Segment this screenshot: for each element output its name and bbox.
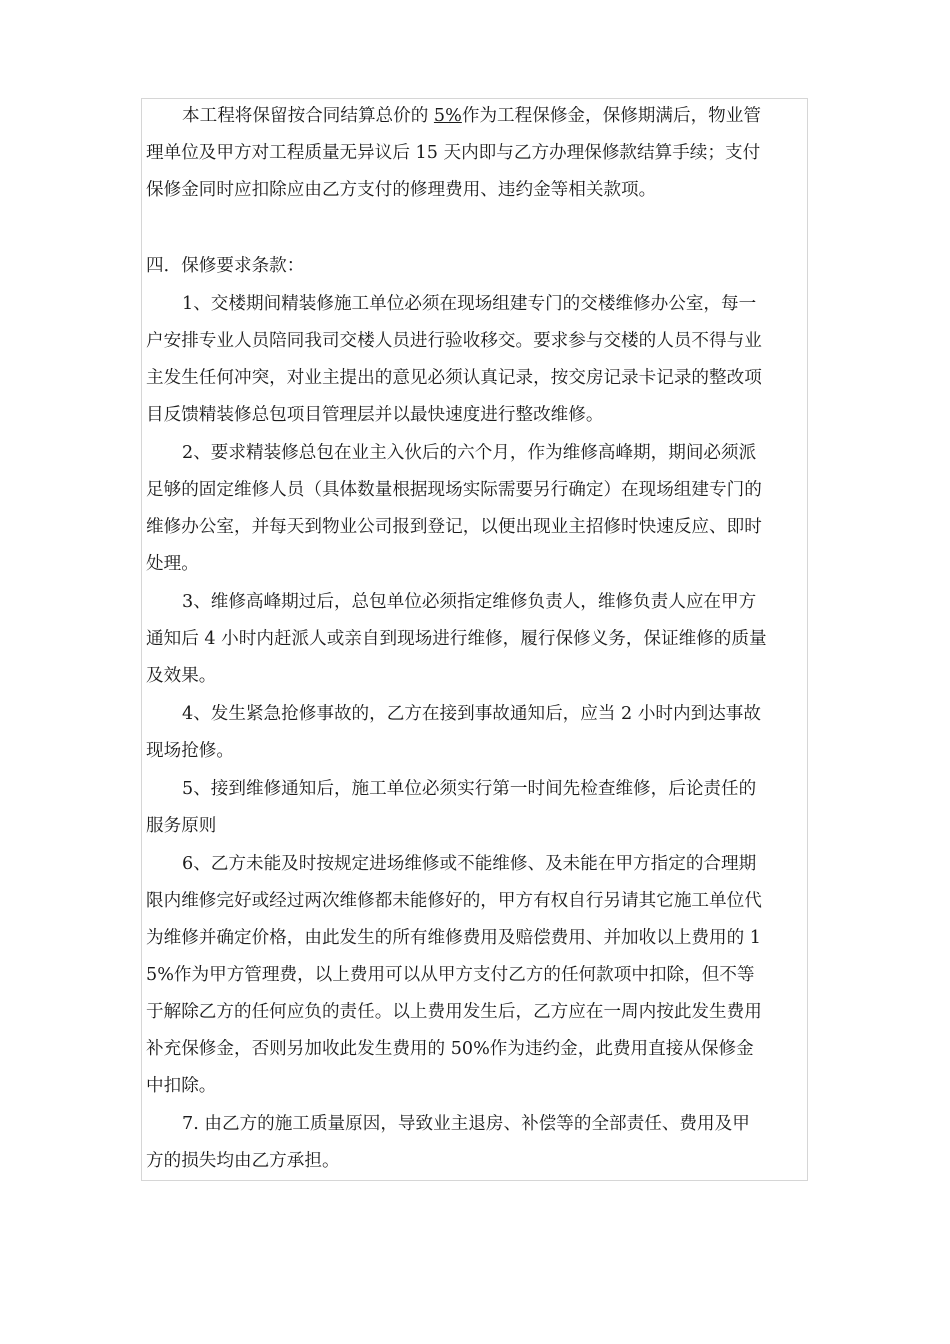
item-5-line: 服务原则 xyxy=(146,816,217,836)
item-7-line: 7. 由乙方的施工质量原因，导致业主退房、补偿等的全部责任、费用及甲 xyxy=(182,1114,750,1134)
item-5-line: 5、接到维修通知后，施工单位必须实行第一时间先检查维修，后论责任的 xyxy=(182,779,757,799)
item-4-line: 4、发生紧急抢修事故的，乙方在接到事故通知后，应当 2 小时内到达事故 xyxy=(182,704,761,724)
item-1-line: 目反馈精装修总包项目管理层并以最快速度进行整改维修。 xyxy=(146,405,604,425)
item-1-line: 主发生任何冲突，对业主提出的意见必须认真记录，按交房记录卡记录的整改项 xyxy=(146,368,762,388)
item-6-line: 6、乙方未能及时按规定进场维修或不能维修、及未能在甲方指定的合理期 xyxy=(182,854,757,874)
item-2-line: 处理。 xyxy=(146,554,199,574)
item-3-line: 及效果。 xyxy=(146,666,217,686)
item-6-line: 补充保修金，否则另加收此发生费用的 50%作为违约金，此费用直接从保修金 xyxy=(146,1039,754,1059)
item-4-line: 现场抢修。 xyxy=(146,741,234,761)
item-3-line: 3、维修高峰期过后，总包单位必须指定维修负责人，维修负责人应在甲方 xyxy=(182,592,757,612)
item-1-line: 户安排专业人员陪同我司交楼人员进行验收移交。要求参与交楼的人员不得与业 xyxy=(146,331,762,351)
paragraph-line: 本工程将保留按合同结算总价的 5%作为工程保修金，保修期满后，物业管 xyxy=(182,106,761,126)
paragraph-line: 保修金同时应扣除应由乙方支付的修理费用、违约金等相关款项。 xyxy=(146,180,657,200)
item-2-line: 维修办公室，并每天到物业公司报到登记，以便出现业主招修时快速反应、即时 xyxy=(146,517,762,537)
item-3-line: 通知后 4 小时内赶派人或亲自到现场进行维修，履行保修义务，保证维修的质量 xyxy=(146,629,767,649)
section-heading: 四．保修要求条款： xyxy=(146,256,305,276)
item-7-line: 方的损失均由乙方承担。 xyxy=(146,1151,340,1171)
item-6-line: 中扣除。 xyxy=(146,1076,217,1096)
item-2-line: 足够的固定维修人员（具体数量根据现场实际需要另行确定）在现场组建专门的 xyxy=(146,480,762,500)
item-1-line: 1、交楼期间精装修施工单位必须在现场组建专门的交楼维修办公室，每一 xyxy=(182,294,757,314)
item-6-line: 为维修并确定价格，由此发生的所有维修费用及赔偿费用、并加收以上费用的 1 xyxy=(146,928,761,948)
item-6-line: 于解除乙方的任何应负的责任。以上费用发生后，乙方应在一周内按此发生费用 xyxy=(146,1002,762,1022)
paragraph-line: 理单位及甲方对工程质量无异议后 15 天内即与乙方办理保修款结算手续；支付 xyxy=(146,143,761,163)
item-6-line: 5%作为甲方管理费，以上费用可以从甲方支付乙方的任何款项中扣除，但不等 xyxy=(146,965,755,985)
item-6-line: 限内维修完好或经过两次维修都未能修好的，甲方有权自行另请其它施工单位代 xyxy=(146,891,762,911)
percent-value: 5% xyxy=(433,106,462,126)
item-2-line: 2、要求精装修总包在业主入伙后的六个月，作为维修高峰期，期间必须派 xyxy=(182,443,757,463)
